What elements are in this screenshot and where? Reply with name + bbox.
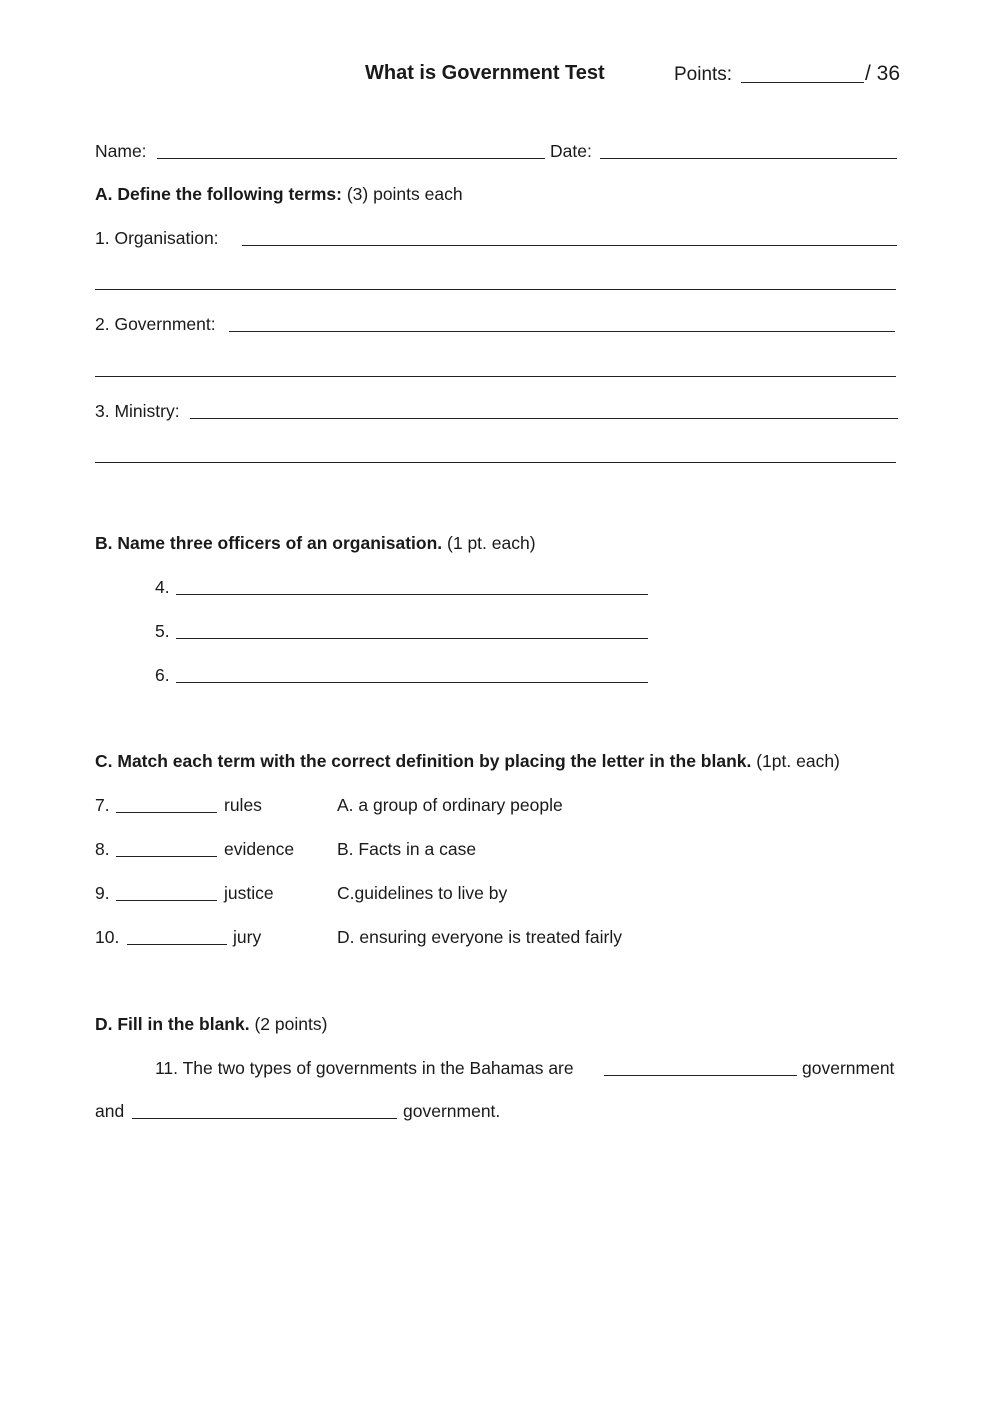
question-2-blank[interactable]: [229, 331, 895, 332]
question-11-text-mid: government: [802, 1058, 895, 1078]
name-blank[interactable]: [157, 158, 545, 159]
section-a-heading: [95, 184, 463, 205]
question-2-label: 2. Government:: [95, 314, 216, 334]
definition-d: D. ensuring everyone is treated fairly: [337, 927, 622, 947]
question-7-blank[interactable]: [116, 812, 217, 813]
question-8-term: evidence: [224, 839, 295, 859]
question-2-blank-2[interactable]: [95, 376, 896, 377]
question-10-term: jury: [233, 927, 262, 947]
question-11-text: 11. The two types of governments in the Bahamas are: [155, 1058, 574, 1078]
question-3-blank-2[interactable]: [95, 462, 896, 463]
section-d-heading: [95, 1014, 327, 1035]
section-c-heading-points: (1pt. each): [751, 751, 840, 771]
question-8-number: 8.: [95, 839, 110, 859]
question-11-text-end: government.: [403, 1101, 501, 1121]
section-c-heading: [95, 751, 840, 772]
question-10-number: 10.: [95, 927, 120, 947]
points-total: / 36: [865, 62, 901, 85]
section-c-heading-bold: C. Match each term with the correct definition by placing the letter in the blank.: [95, 751, 752, 771]
question-1-label: 1. Organisation:: [95, 228, 219, 248]
question-4-label: 4.: [155, 577, 170, 597]
section-b-heading-points: (1 pt. each): [442, 533, 536, 553]
section-d-heading-points: (2 points): [249, 1014, 328, 1034]
date-blank[interactable]: [600, 158, 897, 159]
section-d-heading-bold: D. Fill in the blank.: [95, 1014, 250, 1034]
section-a-heading-points: (3) points each: [341, 184, 463, 204]
question-8-blank[interactable]: [116, 856, 217, 857]
question-11-and: and: [95, 1101, 125, 1121]
question-7-number: 7.: [95, 795, 110, 815]
points-label: Points:: [674, 64, 733, 85]
question-1-blank[interactable]: [242, 245, 897, 246]
test-title: What is Government Test: [365, 62, 605, 84]
question-9-number: 9.: [95, 883, 110, 903]
section-b-heading: [95, 533, 536, 554]
question-4-blank[interactable]: [176, 594, 648, 595]
question-6-label: 6.: [155, 665, 170, 685]
section-a-heading-bold: A. Define the following terms:: [95, 184, 342, 204]
definition-c: C.guidelines to live by: [337, 883, 508, 903]
definition-a: A. a group of ordinary people: [337, 795, 563, 815]
name-label: Name:: [95, 141, 147, 161]
question-3-label: 3. Ministry:: [95, 401, 180, 421]
question-9-blank[interactable]: [116, 900, 217, 901]
definition-b: B. Facts in a case: [337, 839, 477, 859]
question-9-term: justice: [224, 883, 274, 903]
question-1-blank-2[interactable]: [95, 289, 896, 290]
question-5-label: 5.: [155, 621, 170, 641]
question-11-blank-1[interactable]: [604, 1075, 797, 1076]
question-10-blank[interactable]: [127, 944, 227, 945]
question-6-blank[interactable]: [176, 682, 648, 683]
question-5-blank[interactable]: [176, 638, 648, 639]
section-b-heading-bold: B. Name three officers of an organisation.: [95, 533, 443, 553]
question-11-blank-2[interactable]: [132, 1118, 397, 1119]
points-blank[interactable]: [741, 82, 864, 83]
question-7-term: rules: [224, 795, 262, 815]
date-label: Date:: [550, 141, 592, 161]
question-3-blank[interactable]: [190, 418, 898, 419]
